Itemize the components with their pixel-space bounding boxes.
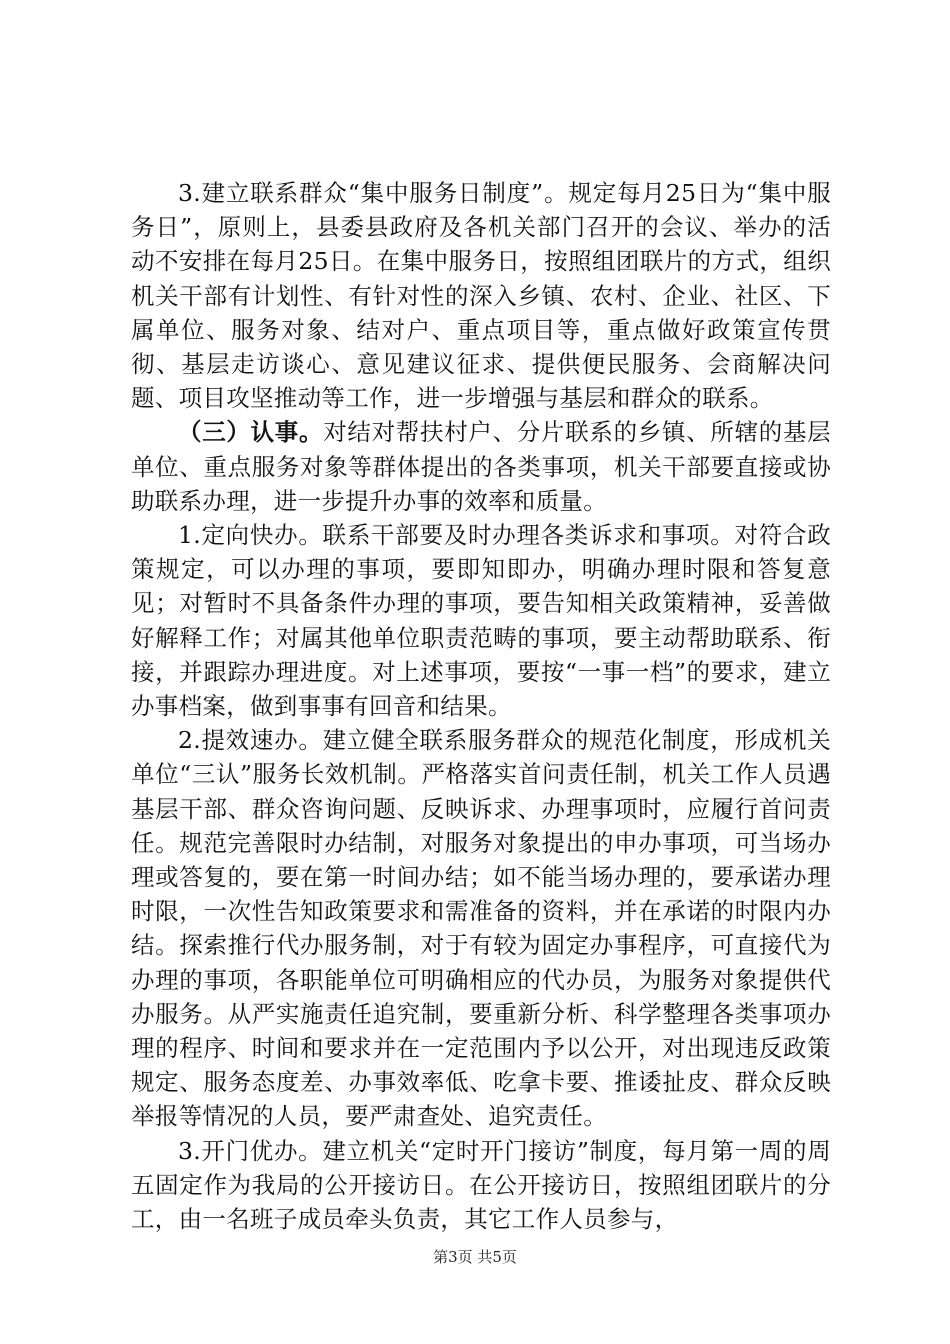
paragraph-text: 3.建立联系群众“集中服务日制度”。规定每月25日为“集中服务日”，原则上，县委县政府及各机关部门召开的会议、举办的活动不安排在每月25日。在集中服务日，按照组团联片的方式，组织机关干部有计划性、有针对性的深入乡镇、农村、企业、社区、下属单位、服务对象、结对户、重点项目等，重点做好政策宣传贯彻、基层走访谈心、意见建议征求、提供便民服务、会商解决问题、项目攻坚推动等工作，进一步增强与基层和群众的联系。 [131,179,831,413]
paragraph-text: 1.定向快办。联系干部要及时办理各类诉求和事项。对符合政策规定，可以办理的事项，要即知即办，明确办理时限和答复意见；对暂时不具备条件办理的事项，要告知相关政策精神，妥善做好解释工作；对属其他单位职责范畴的事项，要主动帮助联系、衔接，并跟踪办理进度。对上述事项，要按“一事一档”的要求，建立办事档案，做到事事有回音和结果。 [131,521,831,721]
paragraph-service-day [131,176,831,415]
paragraph-text: 对结对帮扶村户、分片联系的乡镇、所辖的基层单位、重点服务对象等群体提出的各类事项，机关干部要直接或协助联系办理，进一步提升办事的效率和质量。 [131,418,831,515]
paragraph-text: 3.开门优办。建立机关“定时开门接访”制度，每月第一周的周五固定作为我局的公开接访日。在公开接访日，按照组团联片的分工，由一名班子成员牵头负责，其它工作人员参与， [131,1136,831,1234]
page-number-footer: 第3页 共5页 [433,1248,517,1266]
paragraph-open-door-handling [131,1134,831,1237]
document-body [131,176,831,1236]
section-heading: （三）认事。 [178,418,324,447]
paragraph-text: 2.提效速办。建立健全联系服务群众的规范化制度，形成机关单位“三认”服务长效机制。严格落实首问责任制，机关工作人员遇基层干部、群众咨询问题、反映诉求、办理事项时，应履行首问责任。规范完善限时办结制，对服务对象提出的申办事项，可当场办理或答复的，要在第一时间办结；如不能当场办理的，要承诺办理时限，一次性告知政策要求和需准备的资料，并在承诺的时限内办结。探索推行代办服务制，对于有较为固定办事程序，可直接代为办理的事项，各职能单位可明确相应的代办员，为服务对象提供代办服务。从严实施责任追究制，要重新分析、科学整理各类事项办理的程序、时间和要求并在一定范围内予以公开，对出现违反政策规定、服务态度差、办事效率低、吃拿卡要、推诿扯皮、群众反映举报等情况的人员，要严肃查处、追究责任。 [131,726,831,1131]
paragraph-efficient-handling [131,723,831,1133]
paragraph-section-three [131,415,831,518]
paragraph-directed-handling [131,518,831,723]
